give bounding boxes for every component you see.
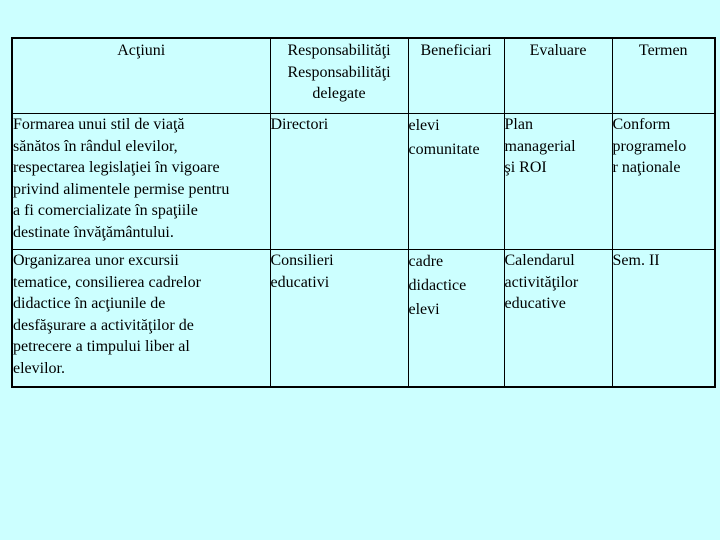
cell-evaluare: Plan managerial şi ROI [504, 114, 612, 250]
header-beneficiari: Beneficiari [408, 38, 504, 114]
cell-termen: Conform programelo r naţionale [612, 114, 715, 250]
cell-actiuni: Organizarea unor excursii tematice, consilierea cadrelor didactice în acţiunile de desfăşurare a activităţilor de petrecere a timpului liber al elevilor. [12, 250, 270, 388]
cell-responsabilitati: Directori [270, 114, 408, 250]
header-termen: Termen [612, 38, 715, 114]
activities-table [11, 37, 716, 388]
cell-evaluare: Calendarul activităţilor educative [504, 250, 612, 388]
cell-beneficiari: cadre didactice elevi [408, 250, 504, 388]
header-evaluare: Evaluare [504, 38, 612, 114]
table-row [12, 250, 715, 388]
table-header-row [12, 38, 715, 114]
table-row [12, 114, 715, 250]
cell-termen: Sem. II [612, 250, 715, 388]
header-responsabilitati: Responsabilităţi Responsabilităţi delegate [270, 38, 408, 114]
cell-actiuni: Formarea unui stil de viaţă sănătos în rândul elevilor, respectarea legislaţiei în vigoare privind alimentele permise pentru a fi comercializate în spaţiile destinate învăţământului. [12, 114, 270, 250]
header-actiuni: Acţiuni [12, 38, 270, 114]
cell-responsabilitati: Consilieri educativi [270, 250, 408, 388]
cell-beneficiari: elevi comunitate [408, 114, 504, 250]
